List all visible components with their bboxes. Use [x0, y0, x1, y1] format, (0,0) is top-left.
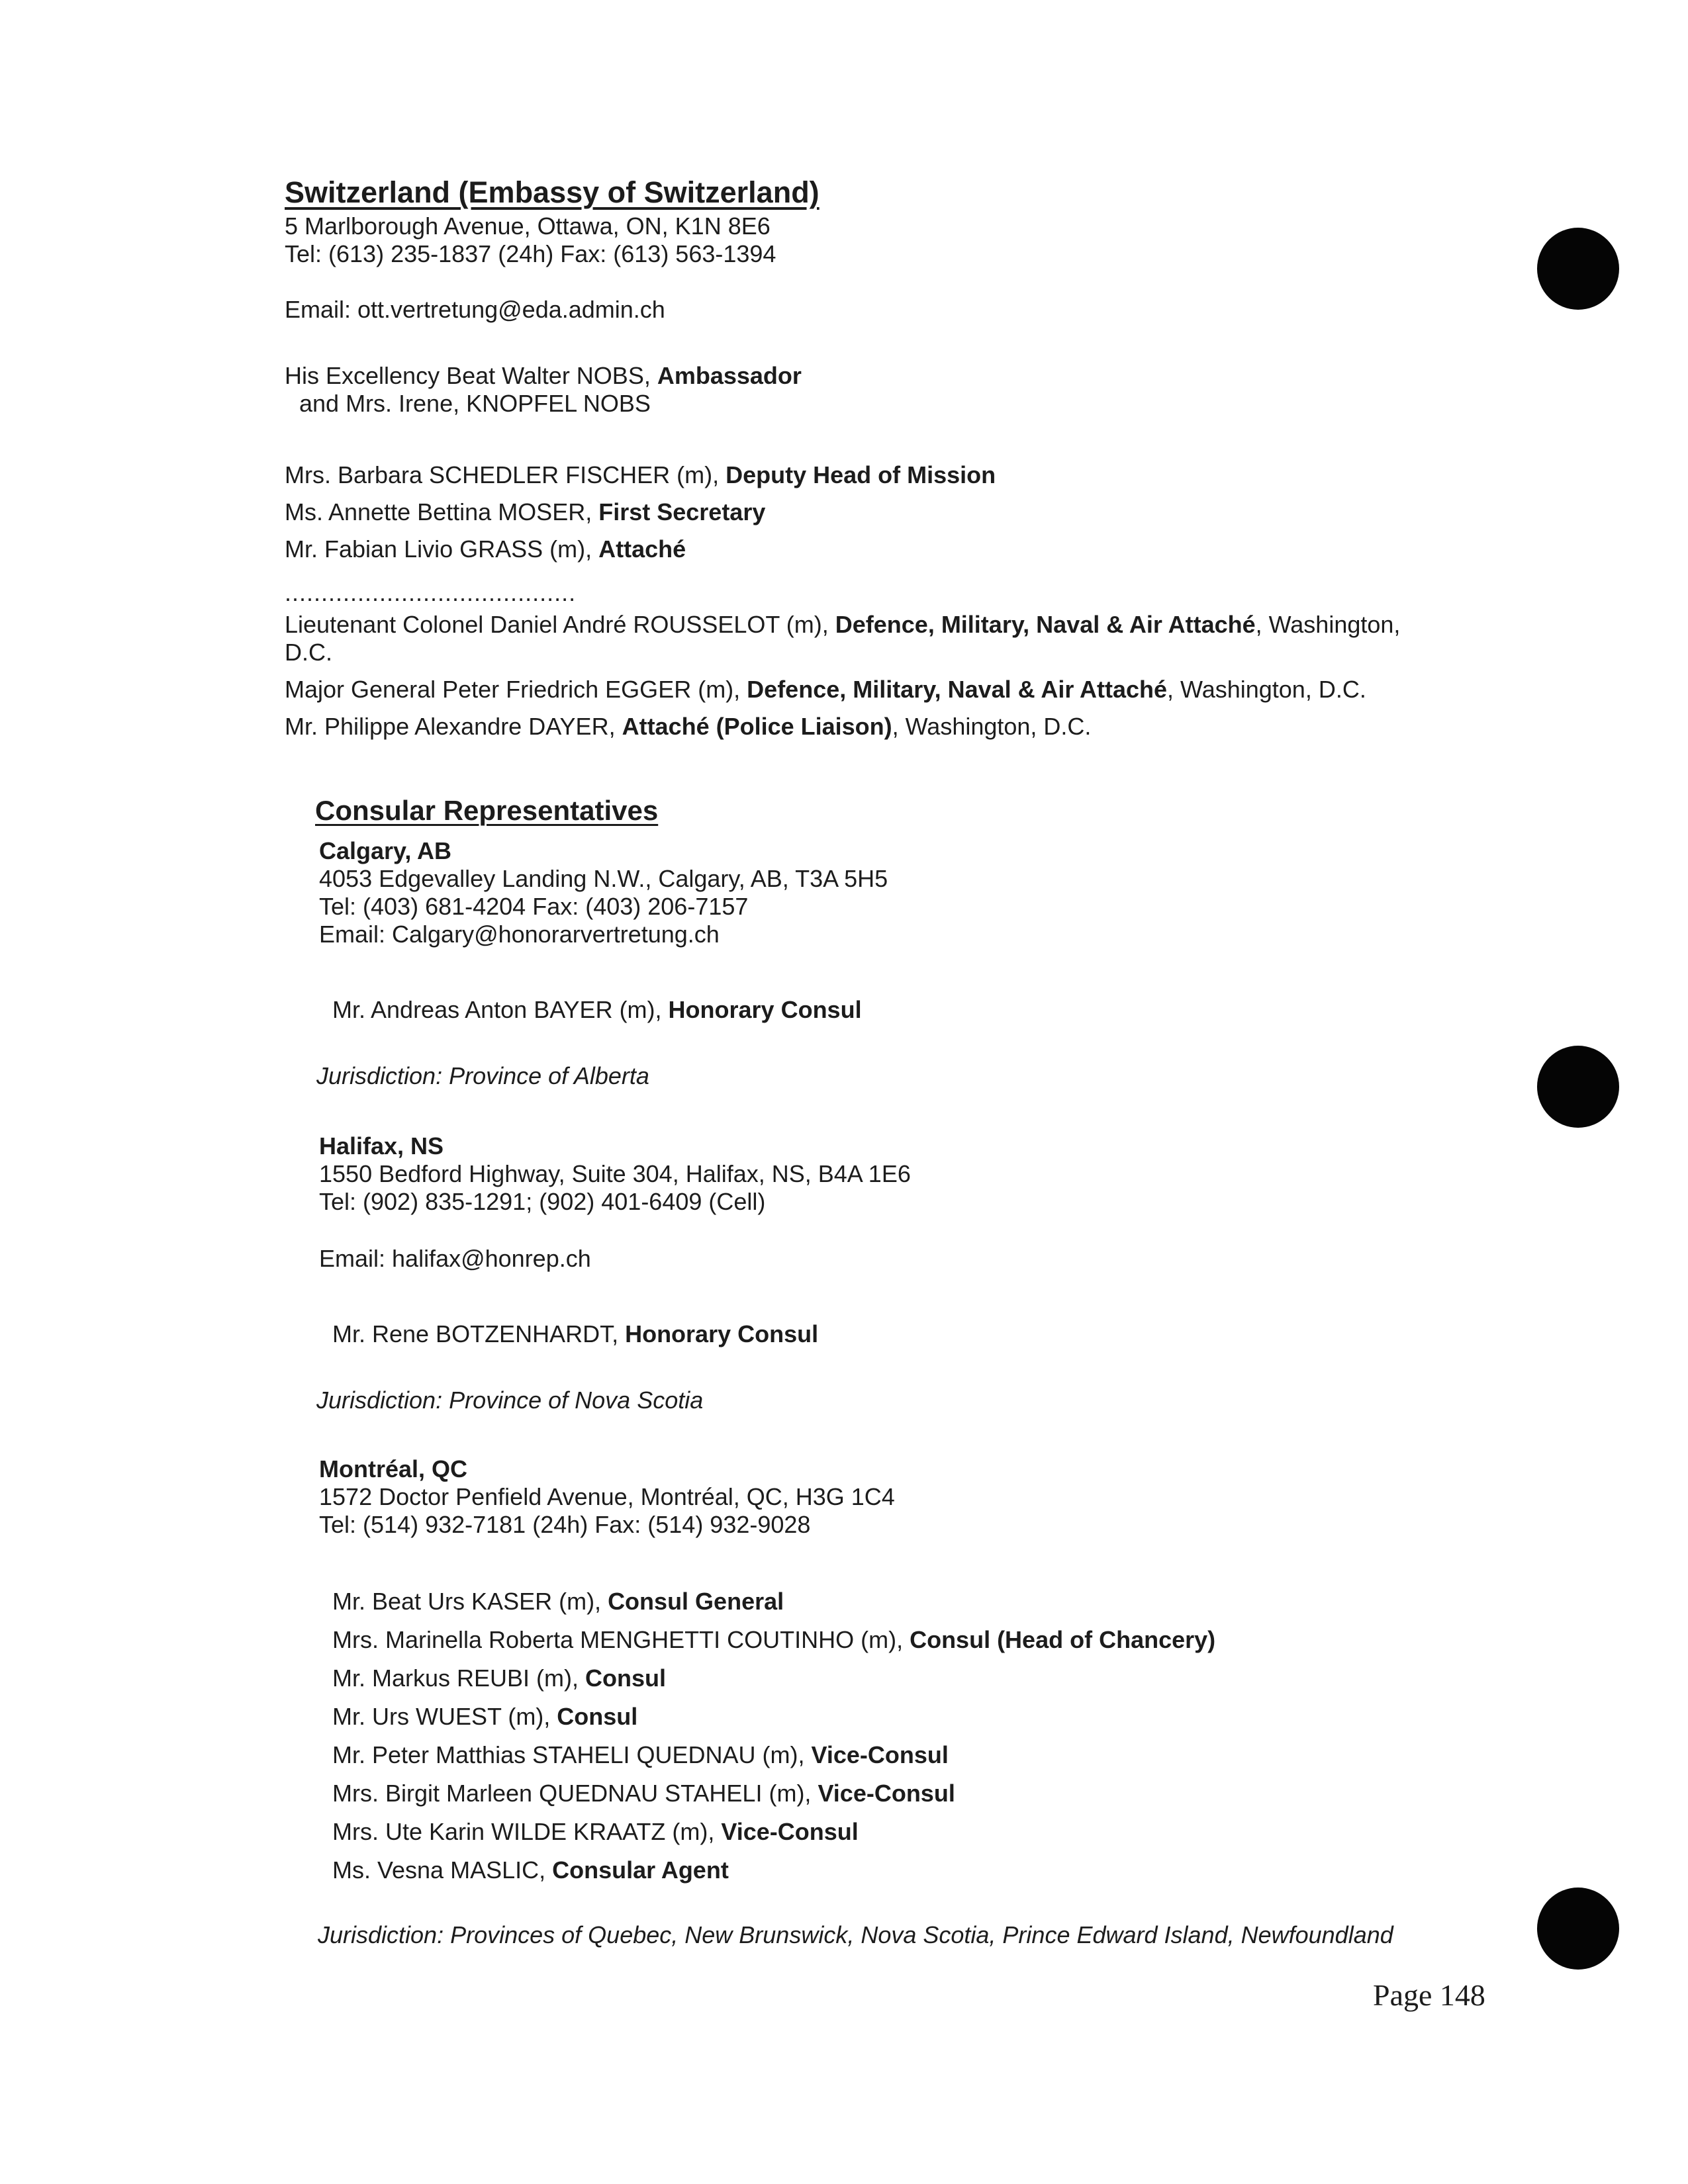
- consul-name: Mr. Peter Matthias STAHELI QUEDNAU (m),: [332, 1741, 812, 1768]
- punch-hole-bottom: [1537, 1888, 1619, 1970]
- staff-entry: [285, 535, 686, 564]
- consul-name: Mr. Rene BOTZENHARDT,: [332, 1320, 626, 1347]
- consul-title: Vice-Consul: [811, 1741, 949, 1768]
- consul-name: Mr. Markus REUBI (m),: [332, 1664, 586, 1692]
- staff-location: , Washington, D.C.: [1167, 676, 1366, 703]
- consul-title: Vice-Consul: [721, 1818, 859, 1845]
- staff-entry: [285, 498, 765, 527]
- consular-heading: Consular Representatives: [315, 795, 659, 826]
- office-address: 1572 Doctor Penfield Avenue, Montréal, QC, H3G 1C4: [319, 1483, 895, 1510]
- consul-title: Honorary Consul: [668, 996, 862, 1023]
- washington-staff-entry: [285, 610, 1400, 639]
- consul-name: Mrs. Marinella Roberta MENGHETTI COUTINHO (m),: [332, 1626, 910, 1653]
- consul-title: Consular Agent: [552, 1856, 729, 1884]
- office-city: Calgary, AB: [319, 837, 452, 864]
- staff-name: Lieutenant Colonel Daniel André ROUSSELOT (m),: [285, 611, 835, 638]
- consul-entry: [332, 1817, 859, 1846]
- consul-name: Mr. Beat Urs KASER (m),: [332, 1588, 608, 1615]
- consul-entry: [332, 995, 862, 1024]
- dotted-separator: ........................................: [285, 579, 577, 606]
- consul-title: Consul: [585, 1664, 667, 1692]
- office-jurisdiction: Jurisdiction: Provinces of Quebec, New Brunswick, Nova Scotia, Prince Edward Island, Newfoundland: [318, 1921, 1393, 1948]
- staff-title: Deputy Head of Mission: [726, 461, 996, 488]
- staff-title: Attaché (Police Liaison): [622, 713, 892, 740]
- consul-title: Consul General: [608, 1588, 784, 1615]
- staff-name: Mr. Fabian Livio GRASS (m),: [285, 535, 599, 563]
- staff-location: , Washington, D.C.: [892, 713, 1092, 740]
- embassy-email: Email: ott.vertretung@eda.admin.ch: [285, 296, 665, 323]
- ambassador-line: [285, 361, 802, 390]
- consul-name: Mrs. Birgit Marleen QUEDNAU STAHELI (m),: [332, 1780, 818, 1807]
- consul-entry: [332, 1664, 666, 1693]
- consul-entry: [332, 1702, 637, 1731]
- punch-hole-middle: [1537, 1046, 1619, 1128]
- staff-name: Mrs. Barbara SCHEDLER FISCHER (m),: [285, 461, 726, 488]
- ambassador-title: Ambassador: [657, 362, 802, 389]
- ambassador-name: His Excellency Beat Walter NOBS,: [285, 362, 657, 389]
- consul-title: Honorary Consul: [625, 1320, 819, 1347]
- staff-title: Defence, Military, Naval & Air Attaché: [835, 611, 1256, 638]
- consul-name: Ms. Vesna MASLIC,: [332, 1856, 553, 1884]
- consul-name: Mr. Urs WUEST (m),: [332, 1703, 557, 1730]
- consul-name: Mr. Andreas Anton BAYER (m),: [332, 996, 669, 1023]
- consul-entry: [332, 1625, 1215, 1655]
- page-number: Page 148: [1373, 1978, 1485, 2012]
- staff-name: Mr. Philippe Alexandre DAYER,: [285, 713, 622, 740]
- consul-entry: [332, 1856, 729, 1885]
- office-email: Email: Calgary@honorarvertretung.ch: [319, 921, 720, 948]
- office-tel: Tel: (902) 835-1291; (902) 401-6409 (Cell): [319, 1188, 766, 1215]
- office-jurisdiction: Jurisdiction: Province of Nova Scotia: [316, 1387, 704, 1414]
- staff-entry: [285, 461, 996, 490]
- office-city: Halifax, NS: [319, 1132, 444, 1160]
- washington-staff-entry: [285, 712, 1091, 741]
- office-city: Montréal, QC: [319, 1455, 468, 1482]
- staff-name: Major General Peter Friedrich EGGER (m),: [285, 676, 747, 703]
- staff-title: Defence, Military, Naval & Air Attaché: [747, 676, 1168, 703]
- office-jurisdiction: Jurisdiction: Province of Alberta: [316, 1062, 649, 1089]
- consul-entry: [332, 1587, 784, 1616]
- consul-title: Consul (Head of Chancery): [910, 1626, 1216, 1653]
- punch-hole-top: [1537, 228, 1619, 310]
- staff-location: , Washington,: [1255, 611, 1401, 638]
- office-tel: Tel: (403) 681-4204 Fax: (403) 206-7157: [319, 893, 749, 920]
- staff-name: Ms. Annette Bettina MOSER,: [285, 498, 599, 525]
- embassy-tel-fax: Tel: (613) 235-1837 (24h) Fax: (613) 563-1394: [285, 240, 776, 267]
- embassy-address: 5 Marlborough Avenue, Ottawa, ON, K1N 8E6: [285, 212, 771, 240]
- staff-title: First Secretary: [598, 498, 766, 525]
- consul-title: Vice-Consul: [818, 1780, 955, 1807]
- consul-name: Mrs. Ute Karin WILDE KRAATZ (m),: [332, 1818, 722, 1845]
- consul-entry: [332, 1320, 818, 1349]
- consul-entry: [332, 1779, 955, 1808]
- consul-title: Consul: [557, 1703, 638, 1730]
- staff-title: Attaché: [598, 535, 686, 563]
- office-address: 1550 Bedford Highway, Suite 304, Halifax, NS, B4A 1E6: [319, 1160, 911, 1187]
- washington-staff-entry: [285, 675, 1366, 704]
- ambassador-spouse: and Mrs. Irene, KNOPFEL NOBS: [299, 390, 651, 417]
- office-tel: Tel: (514) 932-7181 (24h) Fax: (514) 932-9028: [319, 1511, 811, 1538]
- consul-entry: [332, 1741, 949, 1770]
- washington-staff-continuation: D.C.: [285, 639, 332, 666]
- office-address: 4053 Edgevalley Landing N.W., Calgary, AB, T3A 5H5: [319, 865, 888, 892]
- embassy-heading: Switzerland (Embassy of Switzerland): [285, 175, 820, 209]
- office-email: Email: halifax@honrep.ch: [319, 1245, 591, 1272]
